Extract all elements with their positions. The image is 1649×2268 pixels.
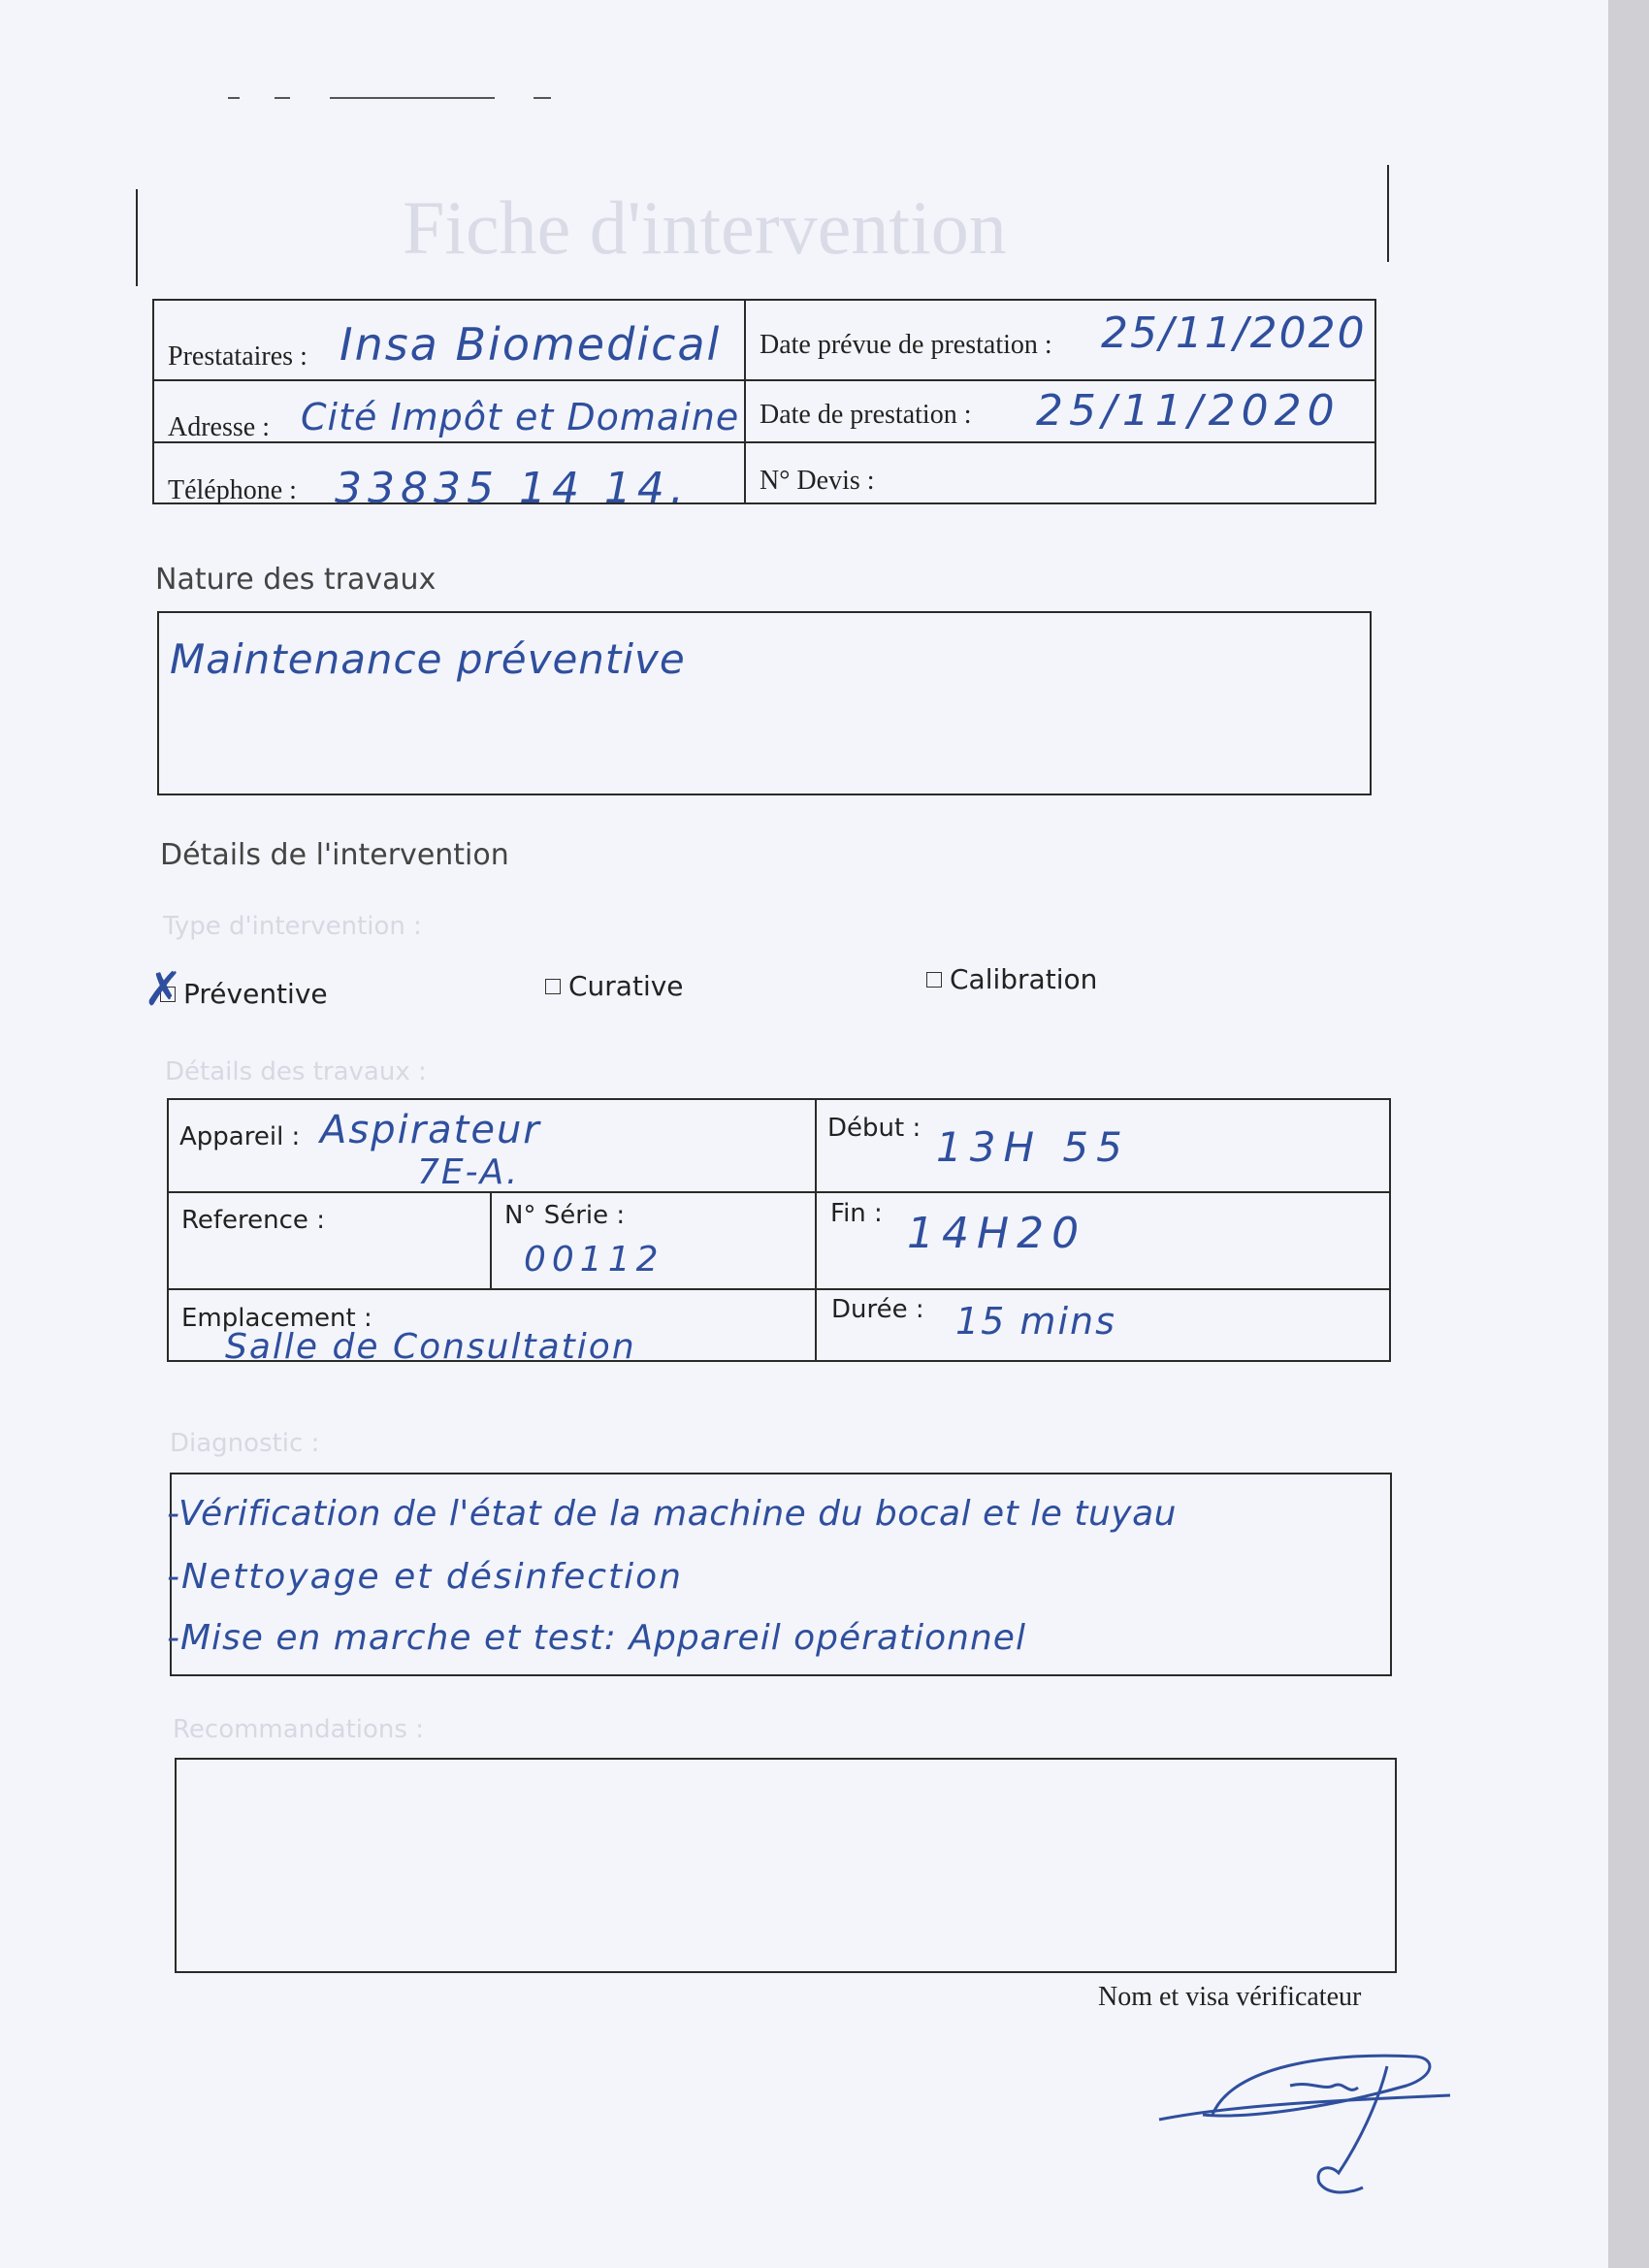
diagnostic-line-1: -Vérification de l'état de la machine du bocal et le tuyau	[167, 1494, 1177, 1534]
diagnostic-line-3: -Mise en marche et test: Appareil opérationnel	[167, 1618, 1026, 1658]
appareil-value-line2: 7E-A.	[417, 1152, 520, 1192]
signature-mark	[1145, 2027, 1465, 2221]
date-prevue-value: 25/11/2020	[1101, 308, 1367, 358]
prestataires-label: Prestataires :	[168, 341, 307, 372]
nature-value: Maintenance préventive	[170, 635, 686, 683]
details-travaux-label: Détails des travaux :	[165, 1057, 427, 1086]
option-preventive-label: Préventive	[183, 978, 328, 1010]
duree-value: 15 mins	[955, 1300, 1116, 1343]
title-left-bar	[136, 189, 138, 286]
adresse-label: Adresse :	[168, 412, 270, 442]
signature-label: Nom et visa vérificateur	[1098, 1982, 1362, 2012]
title-right-bar	[1387, 165, 1389, 262]
header-row-line-1	[152, 379, 1376, 381]
details-heading: Détails de l'intervention	[160, 838, 509, 872]
checkbox-curative[interactable]	[545, 979, 561, 994]
devis-label: N° Devis :	[760, 466, 875, 496]
page-edge	[1608, 0, 1649, 2268]
debut-label: Début :	[827, 1114, 922, 1143]
duree-label: Durée :	[831, 1295, 924, 1324]
reference-label: Reference :	[181, 1206, 325, 1235]
equipment-divider-serie	[490, 1191, 492, 1288]
type-intervention-label: Type d'intervention :	[163, 912, 422, 941]
adresse-value: Cité Impôt et Domaine	[301, 396, 740, 438]
debut-value: 13H 55	[936, 1123, 1130, 1171]
serie-value: 00112	[524, 1240, 664, 1280]
option-calibration[interactable]	[926, 963, 1097, 995]
option-calibration-label: Calibration	[950, 963, 1098, 995]
check-mark-icon: ✗	[144, 962, 183, 1017]
equipment-divider-main	[815, 1098, 817, 1362]
checkbox-preventive[interactable]	[144, 962, 183, 1017]
telephone-label: Téléphone :	[168, 475, 297, 505]
emplacement-label: Emplacement :	[181, 1304, 372, 1333]
serie-label: N° Série :	[504, 1201, 626, 1230]
checkbox-calibration[interactable]	[926, 972, 942, 988]
date-prestation-value: 25/11/2020	[1036, 386, 1341, 436]
emplacement-value: Salle de Consultation	[225, 1327, 636, 1367]
option-curative[interactable]	[545, 970, 684, 1002]
date-prestation-label: Date de prestation :	[760, 400, 972, 430]
prestataires-value: Insa Biomedical	[340, 318, 722, 371]
diagnostic-line-2: -Nettoyage et désinfection	[167, 1557, 683, 1597]
recommandations-box	[175, 1758, 1397, 1973]
option-preventive[interactable]	[144, 962, 328, 1017]
equipment-row-line-1	[167, 1191, 1391, 1193]
appareil-value-line1: Aspirateur	[320, 1108, 541, 1152]
nature-heading: Nature des travaux	[155, 563, 436, 597]
diagnostic-label: Diagnostic :	[170, 1429, 320, 1458]
fin-value: 14H20	[907, 1209, 1087, 1258]
header-table-divider	[744, 299, 746, 504]
equipment-row-line-2	[167, 1288, 1391, 1290]
top-dash-marks	[228, 97, 548, 101]
date-prevue-label: Date prévue de prestation :	[760, 330, 1052, 360]
fin-label: Fin :	[830, 1199, 883, 1228]
header-row-line-2	[152, 441, 1376, 443]
telephone-value: 33835 14 14.	[335, 464, 690, 513]
option-curative-label: Curative	[568, 970, 684, 1002]
page-title: Fiche d'intervention	[403, 185, 1007, 270]
recommandations-label: Recommandations :	[173, 1715, 424, 1744]
appareil-label: Appareil :	[179, 1122, 301, 1151]
